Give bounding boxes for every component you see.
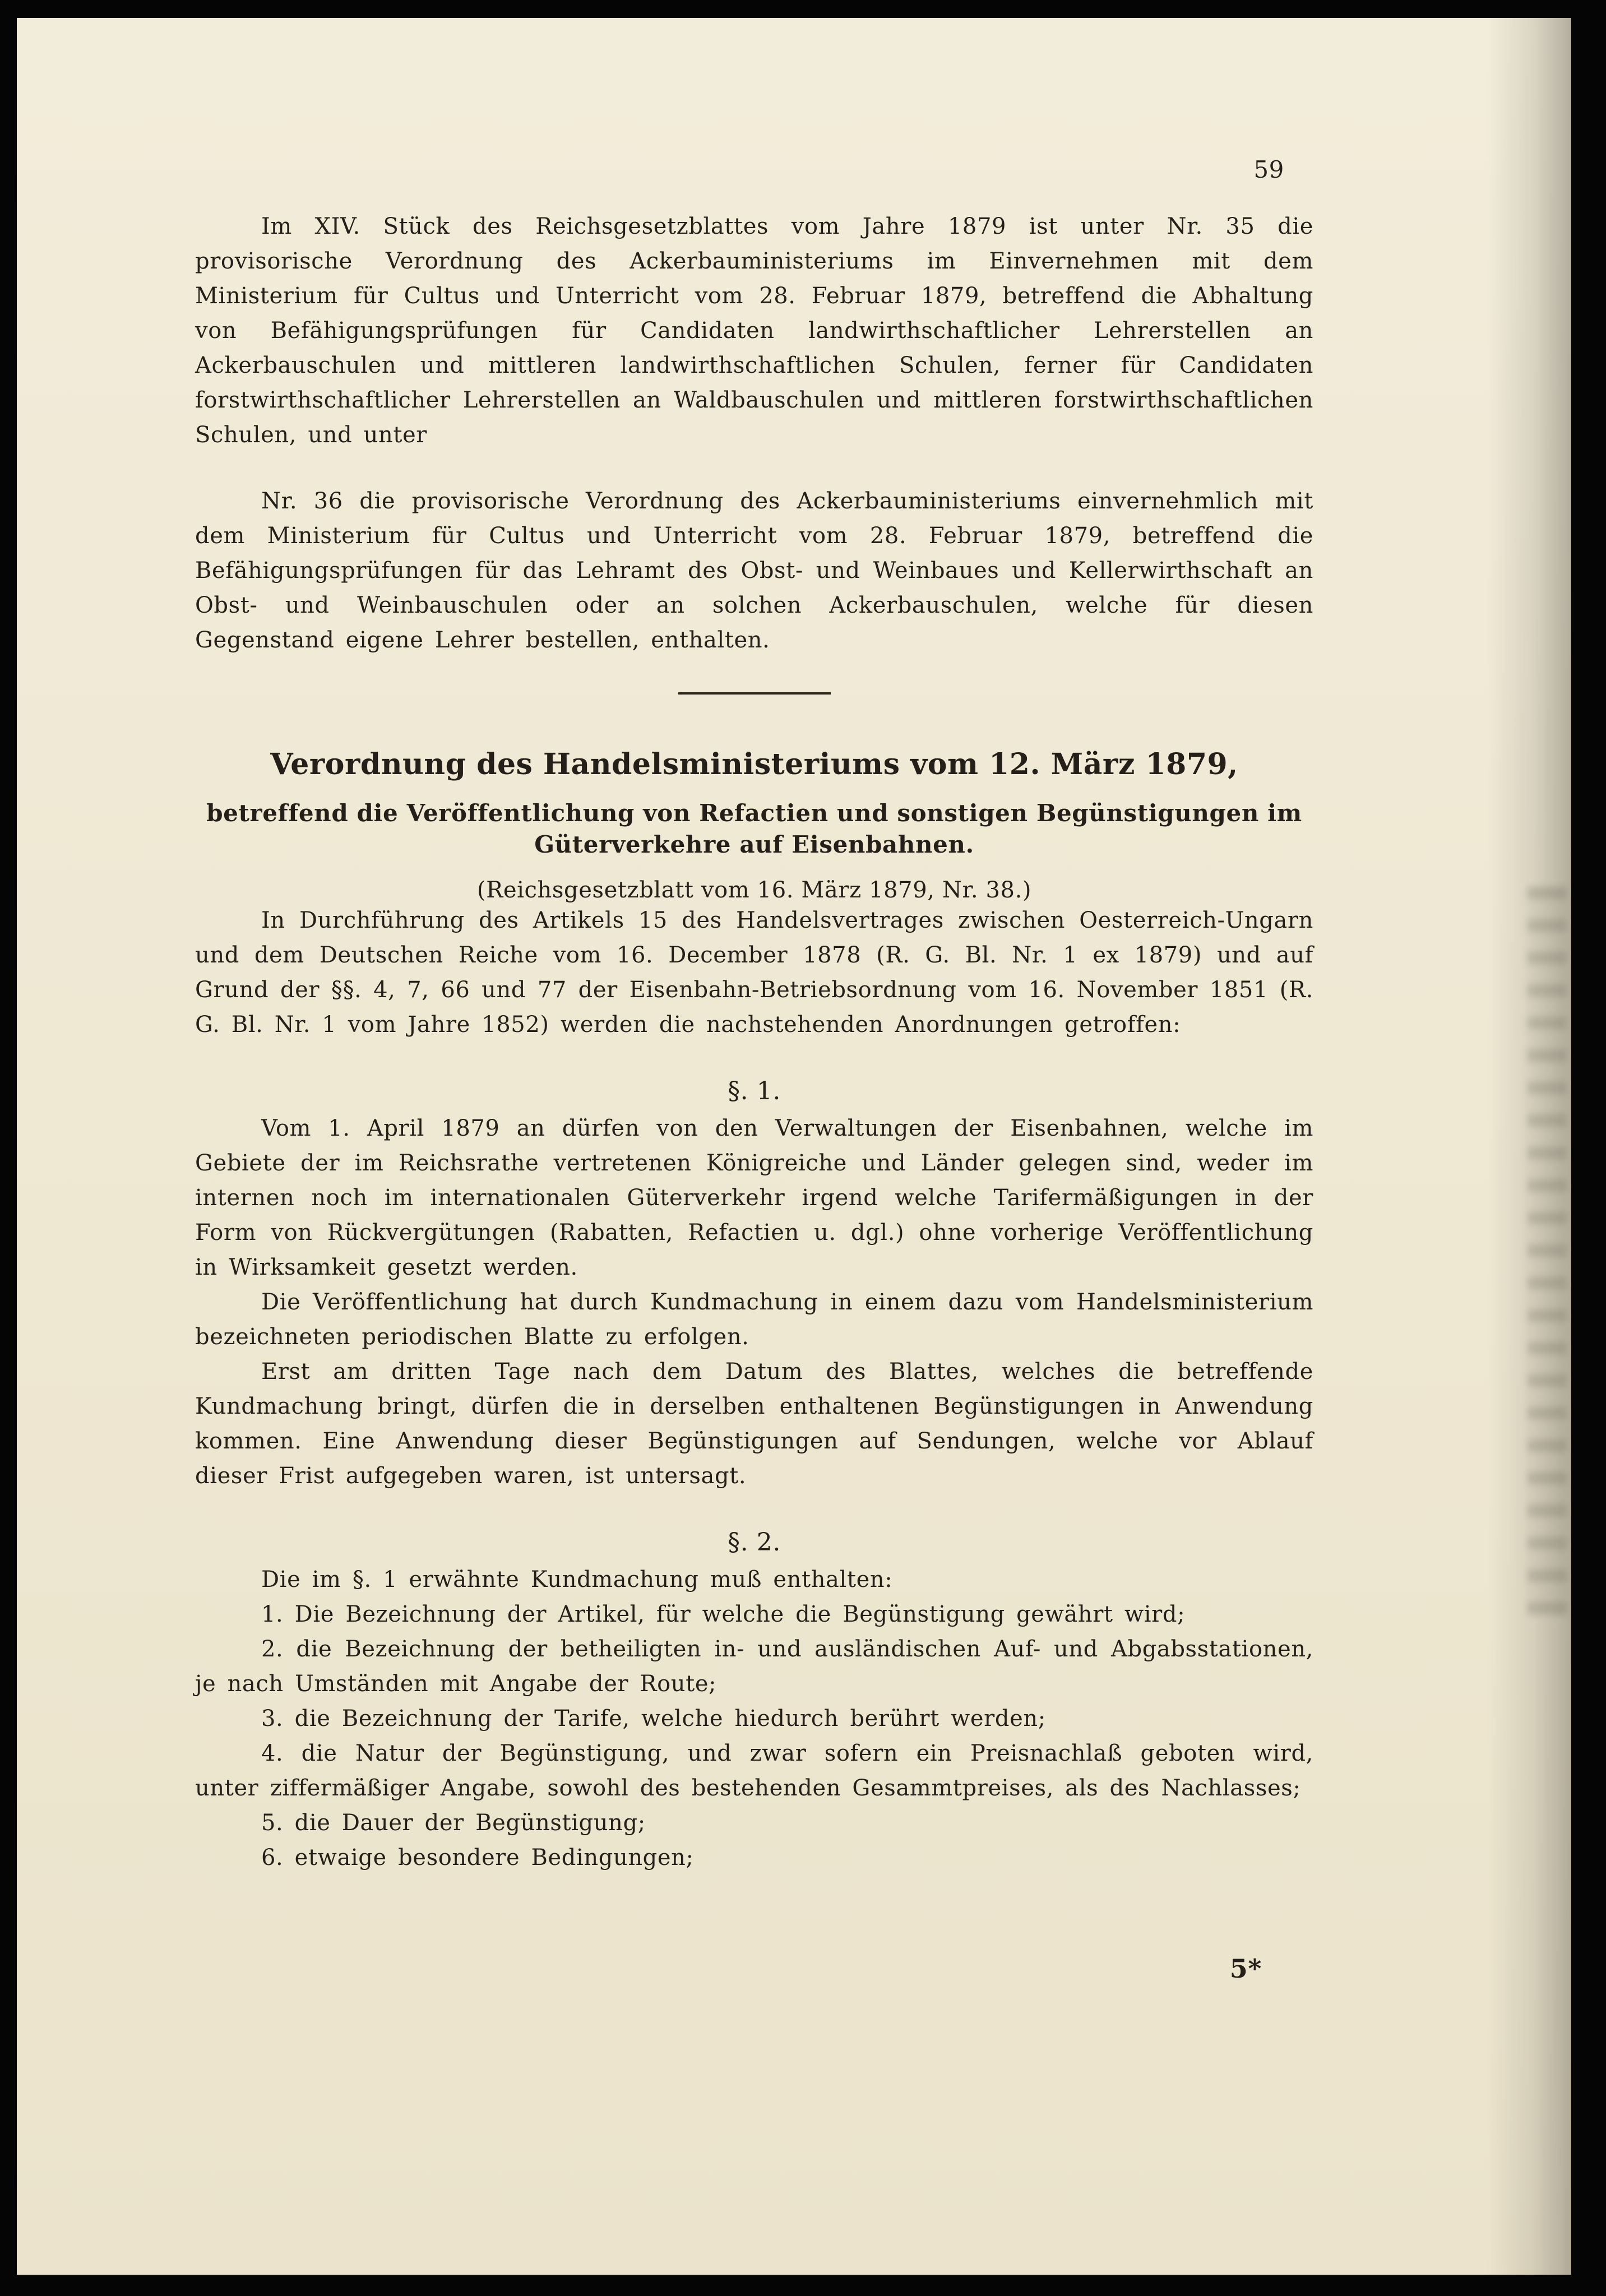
section-2-item-2: 2. die Bezeichnung der betheiligten in- und ausländischen Auf- und Abgabsstationen, je nach Umständen mit Angabe der Route; xyxy=(195,1636,1313,1697)
section-2-item-3: 3. die Bezeichnung der Tarife, welche hiedurch berührt werden; xyxy=(261,1706,1046,1732)
section-2-item-1: 1. Die Bezeichnung der Artikel, für welche die Begünstigung gewährt wird; xyxy=(261,1601,1186,1627)
page-number: 59 xyxy=(1253,156,1284,183)
decree-subtitle: betreffend die Veröffentlichung von Refactien und sonstigen Begünstigungen im Güterverkehre auf Eisenbahnen. xyxy=(206,799,1302,858)
section-2-intro: Die im §. 1 erwähnte Kundmachung muß enthalten: xyxy=(261,1567,893,1593)
bleed-through-smudge xyxy=(1528,887,1567,1615)
gazette-reference: (Reichsgesetzblatt vom 16. März 1879, Nr. 38.) xyxy=(476,877,1032,903)
notice-paragraph-2: Nr. 36 die provisorische Verordnung des Ackerbauministeriums einvernehmlich mit dem Ministerium für Cultus und Unterricht vom 28. Februar 1879, betreffend die Befähigungsprüfungen für das Lehramt des Obst- und Weinbaues und Kellerwirthschaft an Obst- und Weinbauschulen oder an solchen Ackerbauschulen, welche für diesen Gegenstand eigene Lehrer bestellen, enthalten. xyxy=(195,488,1313,653)
printer-signature-mark: 5* xyxy=(1229,1954,1262,1984)
paper-page xyxy=(17,18,1571,2275)
page-content xyxy=(195,18,1313,1984)
section-2-heading: §. 2. xyxy=(728,1528,781,1557)
section-1-paragraph-1: Vom 1. April 1879 an dürfen von den Verwaltungen der Eisenbahnen, welche im Gebiete der im Reichsrathe vertretenen Königreiche und Länder gelegen sind, weder im internen noch im internationalen Güterverkehr irgend welche Tarifermäßigungen in der Form von Rückvergütungen (Rabatten, Refactien u. dgl.) ohne vorherige Veröffentlichung in Wirksamkeit gesetzt werden. xyxy=(195,1115,1313,1280)
decree-title: Verordnung des Handelsministeriums vom 12. März 1879, xyxy=(270,747,1238,781)
section-1-heading: §. 1. xyxy=(728,1077,781,1105)
section-2-item-4: 4. die Natur der Begünstigung, und zwar sofern ein Preisnachlaß geboten wird, unter ziffermäßiger Angabe, sowohl des bestehenden Gesammtpreises, als des Nachlasses; xyxy=(195,1740,1313,1801)
section-divider-rule xyxy=(678,692,831,695)
section-1-paragraph-3: Erst am dritten Tage nach dem Datum des Blattes, welches die betreffende Kundmachung bringt, dürfen die in derselben enthaltenen Begünstigungen in Anwendung kommen. Eine Anwendung dieser Begünstigungen auf Sendungen, welche vor Ablauf dieser Frist aufgegeben waren, ist untersagt. xyxy=(195,1359,1313,1489)
decree-preamble: In Durchführung des Artikels 15 des Handelsvertrages zwischen Oesterreich-Ungarn und dem Deutschen Reiche vom 16. December 1878 (R. G. Bl. Nr. 1 ex 1879) und auf Grund der §§. 4, 7, 66 und 77 der Eisenbahn-Betriebsordnung vom 16. November 1851 (R. G. Bl. Nr. 1 vom Jahre 1852) werden die nachstehenden Anordnungen getroffen: xyxy=(195,908,1313,1038)
section-2-item-6: 6. etwaige besondere Bedingungen; xyxy=(261,1845,694,1871)
notice-paragraph-1: Im XIV. Stück des Reichsgesetzblattes vom Jahre 1879 ist unter Nr. 35 die provisorische Verordnung des Ackerbauministeriums im Einvernehmen mit dem Ministerium für Cultus und Unterricht vom 28. Februar 1879, betreffend die Abhaltung von Befähigungsprüfungen für Candidaten landwirthschaftlicher Lehrerstellen an Ackerbauschulen und mittleren landwirthschaftlichen Schulen, ferner für Candidaten forstwirthschaftlicher Lehrerstellen an Waldbauschulen und mittleren forstwirthschaftlichen Schulen, und unter xyxy=(195,214,1313,448)
section-2-item-5: 5. die Dauer der Begünstigung; xyxy=(261,1810,646,1836)
section-1-paragraph-2: Die Veröffentlichung hat durch Kundmachung in einem dazu vom Handelsministerium bezeichneten periodischen Blatte zu erfolgen. xyxy=(195,1289,1313,1350)
gutter-shade xyxy=(1487,18,1571,2275)
